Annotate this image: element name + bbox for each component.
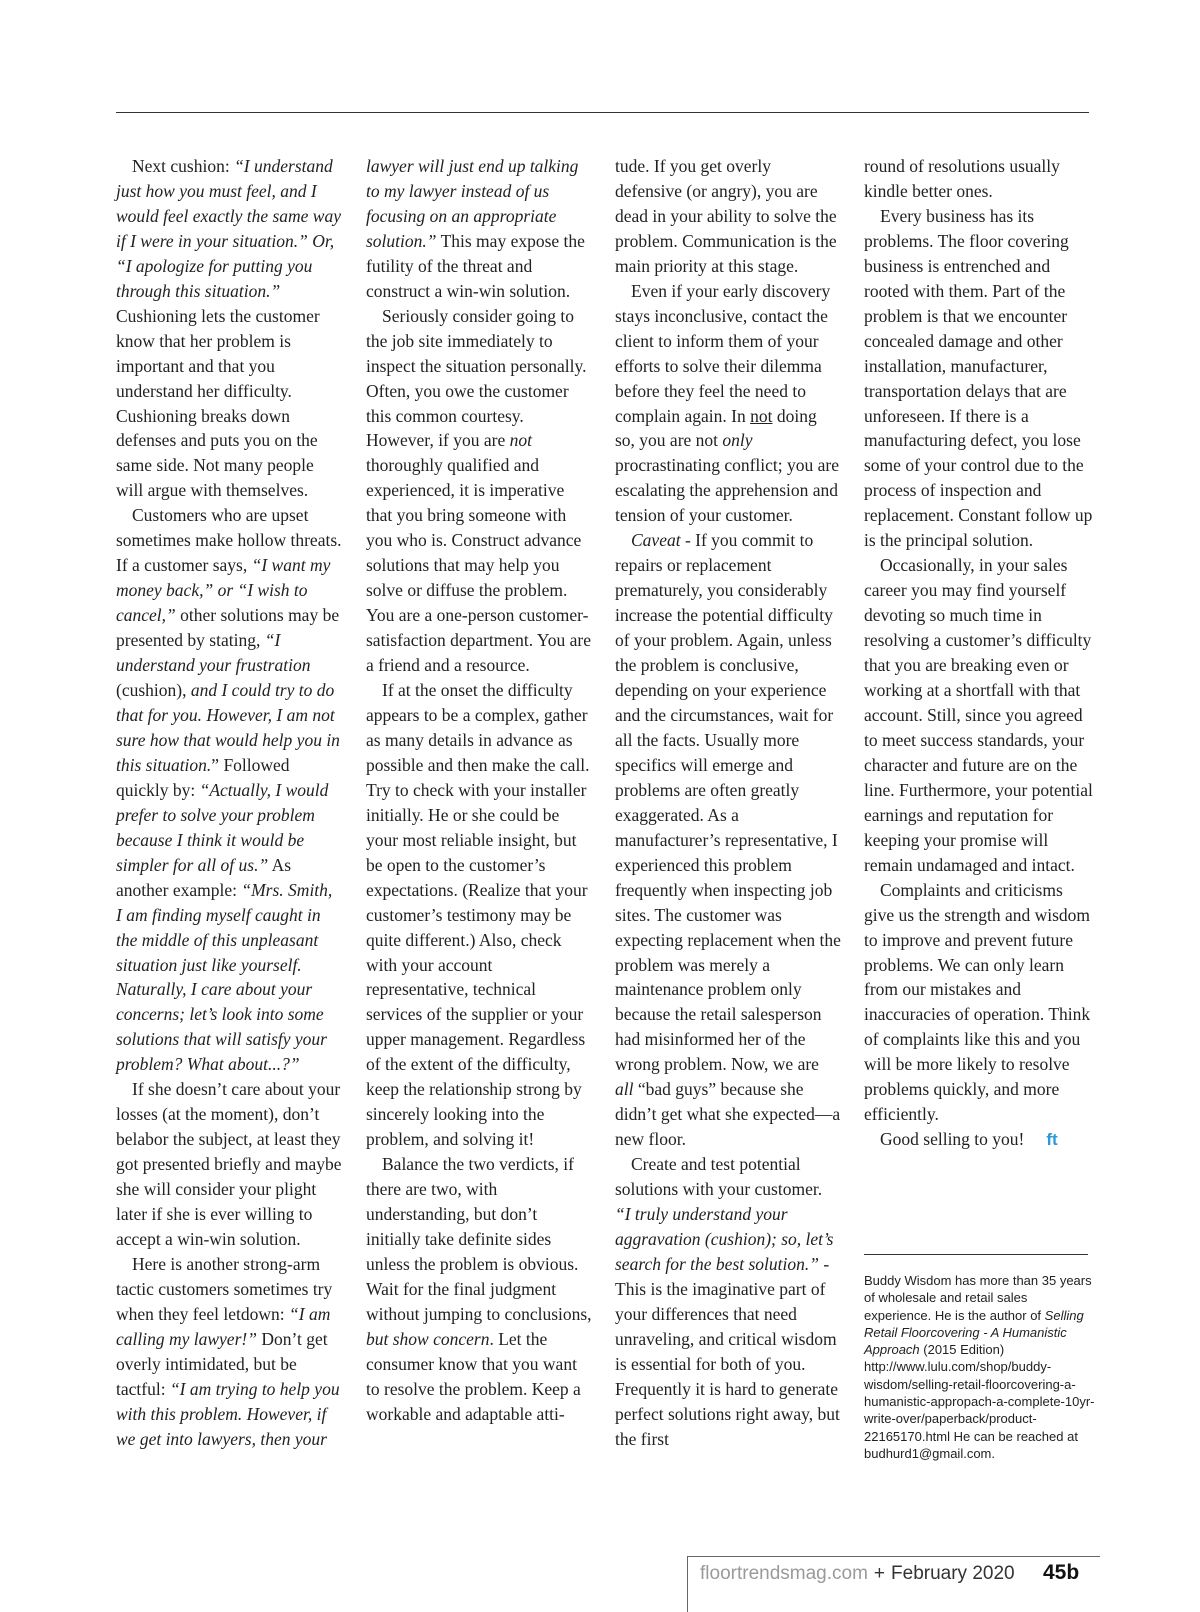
paragraph: lawyer will just end up talking to my lawyer instead of us focusing on an appropriate solution.” This may expose the futility of the threat and construct a win-win solution. <box>366 156 585 301</box>
ft-end-mark: ft <box>1046 1130 1058 1150</box>
author-bio: Buddy Wisdom has more than 35 years of wholesale and retail sales experience. He is the author of Selling Retail Floorcovering - A Humanistic Approach (2015 Edition) http://www.lulu.com/shop/buddy-wisdom/selling-retail-floorcovering-a-humanistic-appropach-a-complete-10yr-write-over/paperback/product-22165170.html He can be reached at budhurd1@gmail.com. <box>864 1273 1095 1461</box>
paragraph: Every business has its problems. The floor covering business is entrenched and rooted with them. Part of the problem is that we encounter concealed damage and other installation, manufacturer, transportation delays that are unforeseen. If there is a manufacturing defect, you lose some of your control due to the process of inspection and replacement. Constant follow up is the principal solution. <box>864 205 1093 551</box>
bio-divider <box>864 1254 1088 1255</box>
paragraph: Caveat - If you commit to repairs or replacement prematurely, you considerably increase the potential difficulty of your problem. Again, unless the problem is conclusive, depending on your experience and the circumstances, wait for all the facts. Usually more specifics will emerge and problems are often greatly exaggerated. As a manufacturer’s representative, I experienced this problem frequently when inspecting job sites. The customer was expecting replacement when the problem was merely a maintenance problem only because the retail salesperson had misinformed her of the wrong problem. Now, we are all “bad guys” because she didn’t get what she expected—a new floor. <box>615 530 841 1150</box>
article-column-2 <box>366 154 592 1427</box>
article-column-1 <box>116 154 342 1452</box>
book-title: Selling Retail Floorcovering - A Humanistic Approach <box>864 1307 1084 1358</box>
paragraph: Occasionally, in your sales career you may find yourself devoting so much time in resolving a customer’s difficulty that you are breaking even or working at a shortfall with that account. Still, since you agreed to meet success standards, your character and future are on the line. Furthermore, your potential earnings and reputation for keeping your promise will remain undamaged and intact. <box>864 555 1093 875</box>
paragraph: tude. If you get overly defensive (or angry), you are dead in your ability to solve the problem. Communication is the main priority at this stage. <box>615 156 837 276</box>
paragraph: Next cushion: “I understand just how you must feel, and I would feel exactly the same way if I were in your situation.” Or, “I apologize for putting you through this situation.” Cushioning lets the customer know that her problem is important and that you understand her difficulty. Cushioning breaks down defenses and puts you on the same side. Not many people will argue with themselves. <box>116 156 341 501</box>
paragraph: If she doesn’t care about your losses (at the moment), don’t belabor the subject, at least they got presented briefly and maybe she will consider your plight later if she is ever willing to accept a win-win solution. <box>116 1079 342 1249</box>
paragraph: Customers who are upset sometimes make hollow threats. If a customer says, “I want my money back,” or “I wish to cancel,” other solutions may be presented by stating, “I understand your frustration (cushion), and I could try to do that for you. However, I am not sure how that would help you in this situation.” Followed quickly by: “Actually, I would prefer to solve your problem because I think it would be simpler for all of us.” As another example: “Mrs. Smith, I am finding myself caught in the middle of this unpleasant situation just like yourself. Naturally, I care about your concerns; let’s look into some solutions that will satisfy your problem? What about...?” <box>116 505 342 1075</box>
paragraph: If at the onset the difficulty appears to be a complex, gather as many details in advance as possible and then make the call. Try to check with your installer initially. He or she could be your most reliable insight, but be open to the customer’s expectations. (Realize that your customer’s testimony may be quite different.) Also, check with your account representative, technical services of the supplier or your upper management. Regardless of the extent of the difficulty, keep the relationship strong by sincerely looking into the problem, and solving it! <box>366 680 590 1150</box>
paragraph: Create and test potential solutions with your customer. “I truly understand your aggravation (cushion); so, let’s search for the best solution.” - This is the imaginative part of your differences that need unraveling, and critical wisdom is essential for both of you. Frequently it is hard to generate perfect solutions right away, but the first <box>615 1154 840 1449</box>
article-column-4 <box>864 154 1094 1153</box>
footer <box>700 1563 1015 1585</box>
article-column-3 <box>615 154 841 1452</box>
page-number: 45b <box>1043 1561 1080 1584</box>
paragraph: Even if your early discovery stays inconclusive, contact the client to inform them of your efforts to solve their dilemma before they feel the need to complain again. In not doing so, you are not only procrastinating conflict; you are escalating the apprehension and tension of your customer. <box>615 280 840 526</box>
footer-issue: February 2020 <box>891 1563 1015 1584</box>
paragraph: round of resolutions usually kindle better ones. <box>864 156 1060 201</box>
paragraph: Complaints and criticisms give us the strength and wisdom to improve and prevent future problems. We can only learn from our mistakes and inaccuracies of operation. Think of complaints like this and you will be more likely to resolve problems quickly, and more efficiently. <box>864 879 1091 1125</box>
footer-separator: + <box>873 1563 886 1584</box>
paragraph: Good selling to you! ft <box>880 1129 1058 1150</box>
footer-site: floortrendsmag.com <box>700 1563 868 1584</box>
paragraph: Balance the two verdicts, if there are two, with understanding, but don’t initially take definite sides unless the problem is obvious. Wait for the final judgment without jumping to conclusions, but show concern. Let the consumer know that you want to resolve the problem. Keep a workable and adaptable atti- <box>366 1154 592 1424</box>
paragraph: Here is another strong-arm tactic customers sometimes try when they feel letdown: “I am calling my lawyer!” Don’t get overly intimidated, but be tactful: “I am trying to help you with this problem. However, if we get into lawyers, then your <box>116 1253 340 1449</box>
paragraph: Seriously consider going to the job site immediately to inspect the situation personally. Often, you owe the customer this common courtesy. However, if you are not thoroughly qualified and experienced, it is imperative that you bring someone with you who is. Construct advance solutions that may help you solve or diffuse the problem. You are a one-person customer-satisfaction department. You are a friend and a resource. <box>366 305 592 676</box>
top-rule <box>116 112 1089 113</box>
